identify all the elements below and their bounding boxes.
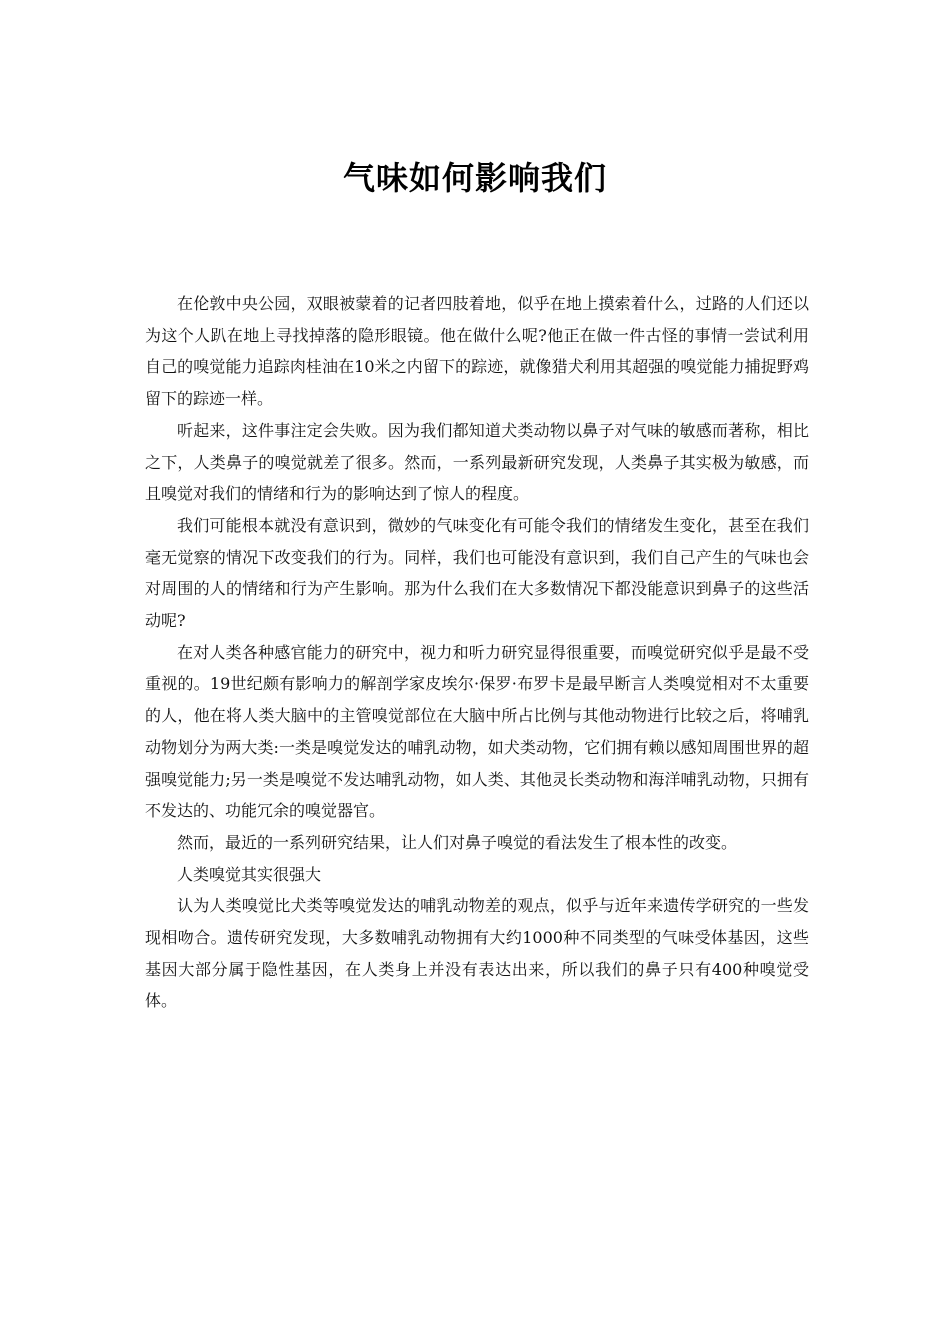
- document-title: 气味如何影响我们: [342, 159, 607, 197]
- document-body: [145, 288, 809, 1017]
- section-heading: 人类嗅觉其实很强大: [177, 864, 322, 884]
- paragraph: 然而，最近的一系列研究结果，让人们对鼻子嗅觉的看法发生了根本性的改变。: [177, 832, 738, 852]
- paragraph: 在对人类各种感官能力的研究中，视力和听力研究显得很重要，而嗅觉研究似乎是最不受重视的。19世纪颇有影响力的解剖学家皮埃尔·保罗·布罗卡是最早断言人类嗅觉相对不太重要的人，他在将人类大脑中的主管嗅觉部位在大脑中所占比例与其他动物进行比较之后，将哺乳动物划分为两大类:一类是嗅觉发达的哺乳动物，如犬类动物，它们拥有赖以感知周围世界的超强嗅觉能力;另一类是嗅觉不发达哺乳动物，如人类、其他灵长类动物和海洋哺乳动物，只拥有不发达的、功能冗余的嗅觉器官。: [145, 642, 809, 821]
- paragraph: 在伦敦中央公园，双眼被蒙着的记者四肢着地，似乎在地上摸索着什么，过路的人们还以为这个人趴在地上寻找掉落的隐形眼镜。他在做什么呢?他正在做一件古怪的事情一尝试利用自己的嗅觉能力追踪肉桂油在10米之内留下的踪迹，就像猎犬利用其超强的嗅觉能力捕捉野鸡留下的踪迹一样。: [145, 294, 809, 409]
- paragraph: 认为人类嗅觉比犬类等嗅觉发达的哺乳动物差的观点，似乎与近年来遗传学研究的一些发现相吻合。遗传研究发现，大多数哺乳动物拥有大约1000种不同类型的气味受体基因，这些基因大部分属于隐性基因，在人类身上并没有表达出来，所以我们的鼻子只有400种嗅觉受体。: [145, 896, 809, 1011]
- paragraph: 听起来，这件事注定会失败。因为我们都知道犬类动物以鼻子对气味的敏感而著称，相比之下，人类鼻子的嗅觉就差了很多。然而，一系列最新研究发现，人类鼻子其实极为敏感，而且嗅觉对我们的情绪和行为的影响达到了惊人的程度。: [145, 420, 809, 504]
- paragraph: 我们可能根本就没有意识到，微妙的气味变化有可能令我们的情绪发生变化，甚至在我们毫无觉察的情况下改变我们的行为。同样，我们也可能没有意识到，我们自己产生的气味也会对周围的人的情绪和行为产生影响。那为什么我们在大多数情况下都没能意识到鼻子的这些活动呢?: [145, 515, 809, 631]
